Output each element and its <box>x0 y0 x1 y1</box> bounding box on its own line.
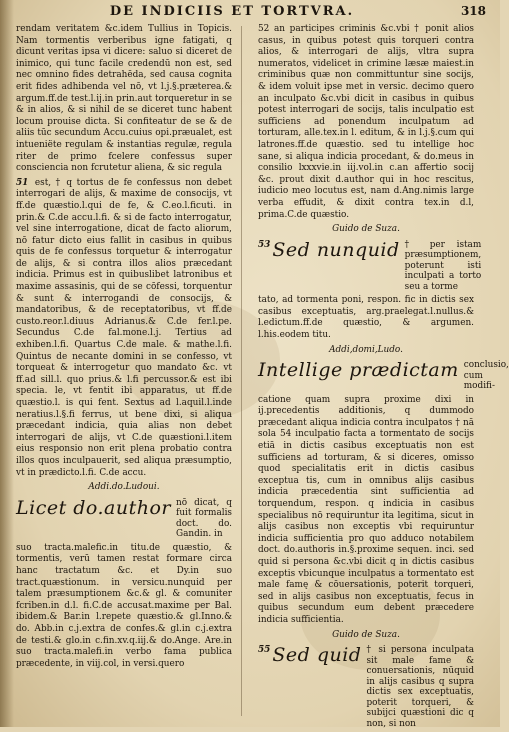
lemma-heading: Sed nunquid <box>272 238 400 261</box>
addition-signature: Addi.do.Ludoui. <box>88 482 160 493</box>
right-column <box>258 24 509 732</box>
left-paragraph-2 <box>16 178 232 479</box>
left-paragraph-3: suo tracta.malefic.in titu.de quæstio, & tormentis, verū tamen restat formare circa hanc tractatum &c. et Dy.in suo tract.quæstionum. in versicu.nunquid per talem præsumptionem &c.& gl. & comuniter fcriben.in d.l. fi.C.de accusat.maxime per Bal. ibidem.& Bar.in l.repete quæstio.& gl.Inno.& do. Abb.in c.j.extra de confes.& gl.in c.j.extra de testi.& glo.in c.fin.xv.q.iij.& do.Ange. Are.in suo tracta.malefi.in verbo fama publica præcedente, in viij.col, in versi.quero <box>16 542 232 669</box>
running-head: DE INDICIIS ET TORTVRA. <box>109 4 355 19</box>
marginal-number-53: 53 <box>258 239 271 250</box>
lemma-heading: Sed quid <box>272 644 362 667</box>
lemma-block <box>258 238 482 293</box>
lemma-aside-text: nō dicat, q fuit formalis doct. do. Gandin. in <box>176 497 232 540</box>
lemma-heading: Intellige prædictam <box>258 359 459 382</box>
left-column <box>16 24 232 673</box>
lemma-block <box>258 359 509 392</box>
page-header <box>22 4 492 22</box>
lemma-heading: Licet do.author <box>16 496 172 519</box>
left-paragraph-2-text: est, † q tortus de fe confessus non debet interrogari de alijs, & maxime de consocijs, vt ff.de quæstio.l.qui de fe, & C.eo.l.ficuti. in prin.& C.de accu.l.fi. & si de facto interrogatur, vel sine interrogatione, dicat de facto aliorum, nō fatur dicto eius fallit in casibus in quibus quis de fe confessus torquetur & interrogatur de alijs, & si contra illos alios præcedant indicia. Primus est in quibuslibet latronibus et maxime assasinis, qui de se cōfessi, torquentur & sunt & interrogandi de consocijs, & mandatoribus, & de receptatoribus, vt ff.de custo.reor.l.diuus Adrianus.& C.de fer.l.pe. Secundus C.de fal.mone.l.j. Tertius ad exhiben.l.fi. Quartus C.de male. & mathe.l.fi. Quintus de necante domini in se confesso, vt torqueat & interrogetur quo mandato &c. vt ff.ad sill.l. quo prius.& l.fi percussor.& est ibi specia. le, vt fentit ibi apparatus, ut ff.de quæstio.l. is qui fent. Sextus ad l.aquil.l.inde neratius.l.§.fi ferrus, ut bene dixi, si aliqua præcedant indicia, quia alias non debet interrogari de alijs, vt C.de quæstioni.l.item eius responsio non erit plena probatio contra illos quos inculpauerit, sed aliqua præsumptio, vt in prædicto.l.fi. C.de accu. <box>16 177 232 478</box>
lemma-aside-text: † per istam præsumptionem, poterunt isti inculpati a torto seu a torme <box>404 239 482 292</box>
author-signature: Guido de Suza. <box>332 224 400 235</box>
lemma-block <box>16 498 232 540</box>
right-paragraph-2: tato, ad tormenta poni, respon. fic in dictis sex casibus exceptuatis, arg.praelegat.l.nullus.& l.edictum.ff.de quæstio, & argumen. l.his.eodem titu. <box>258 295 474 340</box>
lemma-aside-text: conclusio, cum modifi- <box>463 360 509 392</box>
column-divider <box>241 26 242 716</box>
page-number: 318 <box>460 4 486 18</box>
author-signature: Guido de Suza. <box>332 629 400 640</box>
right-paragraph-3: catione quam supra proxime dixi in ij.precedentis additionis, q dummodo præcedant aliqua indicia contra inculpatos † nā sola 54 inculpatio facta a tormentato de socijs etiā in dictis casibus exceptuatis non est sufficiens ad torturam, & si diceres, omisso quod specialitatis erit in dictis casibus exceptua tis, cum in omnibus alijs casibus indicia præcedentia sint sufficientia ad torquendum, respon. q indicia in casibus specialibus nō requiruntur ita legitima, sicut in alijs casibus non exceptis vbi requiruntur indicia sufficientia pro quo adduco notabilem doct. do.authoris in.§.proxime sequen. inci. sed quid si persona &c.vbi dicit q in dictis casibus exceptis vbicunque inculpatus a tormentato est male famę & cōuersationis, poterit torqueri, sed in alijs casibus non exceptuatis, fecus in quibus secundum eum debent præcedere indicia sufficientia. <box>258 394 474 625</box>
lemma-block <box>258 645 474 729</box>
left-paragraph-1: rendam veritatem &c.idem Tullius in Topicis. Nam tormentis verberibus igne fatigati, q dicunt veritas ipsa vi dicere: saluo si diceret de inimico, qui tunc facile credendū non est, sed nec omnino fides detrahēda, sed causa cognita erit fides adhibenda vel nō, vt l.j.§.præterea.& argum.ff.de test.l.ij.in prin.aut torqueretur in se & in alios, & si nihil de se diceret tunc habent locum prouise dicta. Si confiteatur de se & de aliis tūc secundum Accu.cuius opi.præualet, est intueniëte regulam & instantias regulæ, regula riter de primo fcelere confessus super consciencia non fcrutetur aliena, & sic regula <box>16 24 232 174</box>
marginal-number-51: 51 <box>16 177 29 188</box>
addition-signature: Addi,domi,Ludo. <box>329 344 403 355</box>
lemma-aside-text: † si persona inculpata sit male fame & conuersationis, nūquid in alijs casibus q supra dictis sex exceptuatis, poterit torqueri, & subijci quæstioni dic q non, si non <box>366 645 474 729</box>
right-paragraph-1: 52 an participes criminis &c.vbi † ponit alios casus, in quibus potest quis torqueri contra alios, & interrogari de alijs, vltra supra numeratos, videlicet in crimine læsæ maiest.in criminibus quæ non committuntur sine socijs, & idem voluit ipse met in versic. decimo quero an inculpato &c.vbi dicit in casibus in quibus potest interrogari de socijs, talis inculpatio est sufficiens ad ponendum inculpatum ad torturam, alle.tex.in l. editum, & in l.j.§.cum qui latrones.ff.de quæstio. sed tu intellige hoc sane, si aliqua indicia procedant, & do.meus in consilio lxxxvie.in iij.vol.in c.an affertio socij &c. prout dixit d.author qui in hoc rescitus, iudicio meo locutus est, nam d.Ang.nimis large verba effudit, & dixit contra tex.in d.l, prima.C.de quæstio. <box>258 24 474 220</box>
marginal-number-55: 55 <box>258 645 271 656</box>
